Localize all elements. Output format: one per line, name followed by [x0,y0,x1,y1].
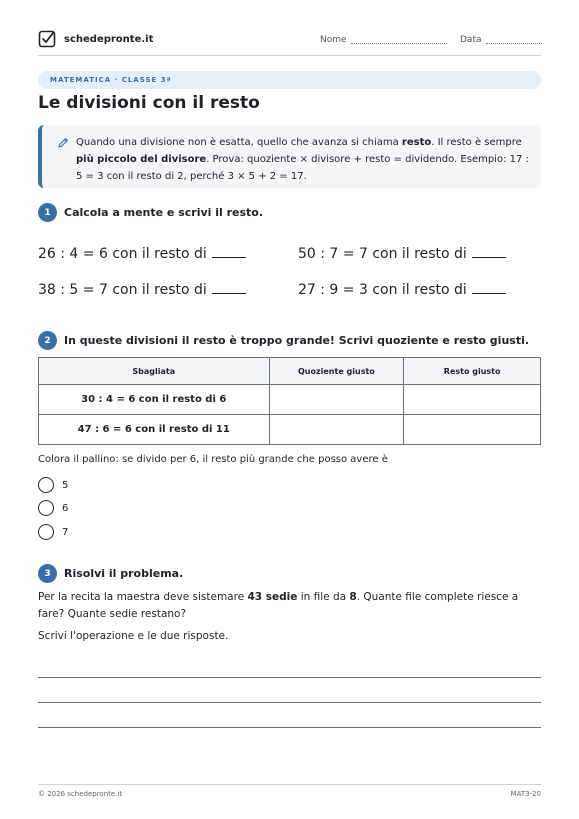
exercise-item [298,246,506,262]
exercise-item [298,282,506,298]
section-number-badge: 3 [38,564,57,583]
problem-bold-2: 8 [349,591,357,603]
section-number-badge: 1 [38,203,57,222]
date-line [486,36,542,44]
option-label: 6 [62,502,69,514]
remainder-answer-cell[interactable] [404,415,541,445]
exercise-text: 50 : 7 = 7 con il resto di [298,246,467,262]
remainder-answer-cell[interactable] [404,385,541,415]
exercise-text: 38 : 5 = 7 con il resto di [38,282,207,298]
section-number-badge: 2 [38,331,57,350]
problem-instruction: Scrivi l'operazione e le due risposte. [38,630,229,642]
name-field [320,35,447,45]
option-label: 7 [62,526,69,538]
table-row [39,385,541,415]
table-header-row [39,358,541,385]
date-label: Data [460,35,482,45]
quotient-answer-cell[interactable] [269,415,404,445]
radio-circle[interactable] [38,524,54,540]
name-line [351,36,447,44]
info-text-2: . Il resto è sempre [431,137,522,148]
column-header: Quoziente giusto [269,358,404,385]
exercise-text: 26 : 4 = 6 con il resto di [38,246,207,262]
subject-tag: MATEMATICA · CLASSE 3ª [38,71,541,89]
answer-blank[interactable] [212,257,246,258]
exercise-item [38,246,246,262]
info-box [38,125,541,188]
section-3-heading [38,564,183,583]
quotient-answer-cell[interactable] [269,385,404,415]
answer-blank[interactable] [472,257,506,258]
page-title: Le divisioni con il resto [38,93,260,113]
wrong-division-cell: 30 : 4 = 6 con il resto di 6 [39,385,270,415]
writing-line[interactable] [38,677,541,678]
copyright-text: © 2026 schedepronte.it [38,790,123,798]
section-title: In queste divisioni il resto è troppo grande! Scrivi quoziente e resto giusti. [64,334,530,347]
column-header: Sbagliata [39,358,270,385]
writing-line[interactable] [38,727,541,728]
writing-line[interactable] [38,702,541,703]
section-1-heading [38,203,263,222]
problem-text-2: in file da [297,591,350,603]
page-header [38,28,541,56]
site-name: schedepronte.it [64,33,154,45]
page-footer [38,784,541,798]
info-text-1: Quando una divisione non è esatta, quello che avanza si chiama [76,137,402,148]
problem-text-1: Per la recita la maestra deve sistemare [38,591,248,603]
answer-blank[interactable] [212,293,246,294]
option-label: 5 [62,479,69,491]
problem-bold-1: 43 sedie [247,591,298,603]
wrong-division-cell: 47 : 6 = 6 con il resto di 11 [39,415,270,445]
sheet-code: MAT3-20 [510,790,541,798]
section-title: Calcola a mente e scrivi il resto. [64,206,264,219]
site-logo [38,30,153,48]
column-header: Resto giusto [404,358,541,385]
date-field [460,35,542,45]
answer-blank[interactable] [472,293,506,294]
correction-table [38,357,541,445]
info-bold-1: resto [401,137,432,148]
choice-option[interactable] [38,500,68,516]
pencil-icon [57,137,69,149]
choice-prompt: Colora il pallino: se divido per 6, il resto più grande che posso avere è [38,454,388,465]
choice-option[interactable] [38,524,68,540]
name-label: Nome [320,35,347,45]
section-title: Risolvi il problema. [64,567,184,580]
problem-text [38,589,538,623]
table-row [39,415,541,445]
radio-circle[interactable] [38,500,54,516]
info-bold-2: più piccolo del divisore [76,154,207,165]
section-2-heading [38,331,529,350]
exercise-text: 27 : 9 = 3 con il resto di [298,282,467,298]
checkbox-icon [38,30,56,48]
radio-circle[interactable] [38,477,54,493]
problem-text-3: . Quante file complete riesce a fare? Quante sedie restano? [38,591,519,620]
info-text-3: . Prova: quoziente × divisore + resto = dividendo. Esempio: 17 : 5 = 3 con il resto di 2, perché 3 × 5 + 2 = 17. [76,154,529,182]
choice-option[interactable] [38,477,68,493]
exercise-item [38,282,246,298]
